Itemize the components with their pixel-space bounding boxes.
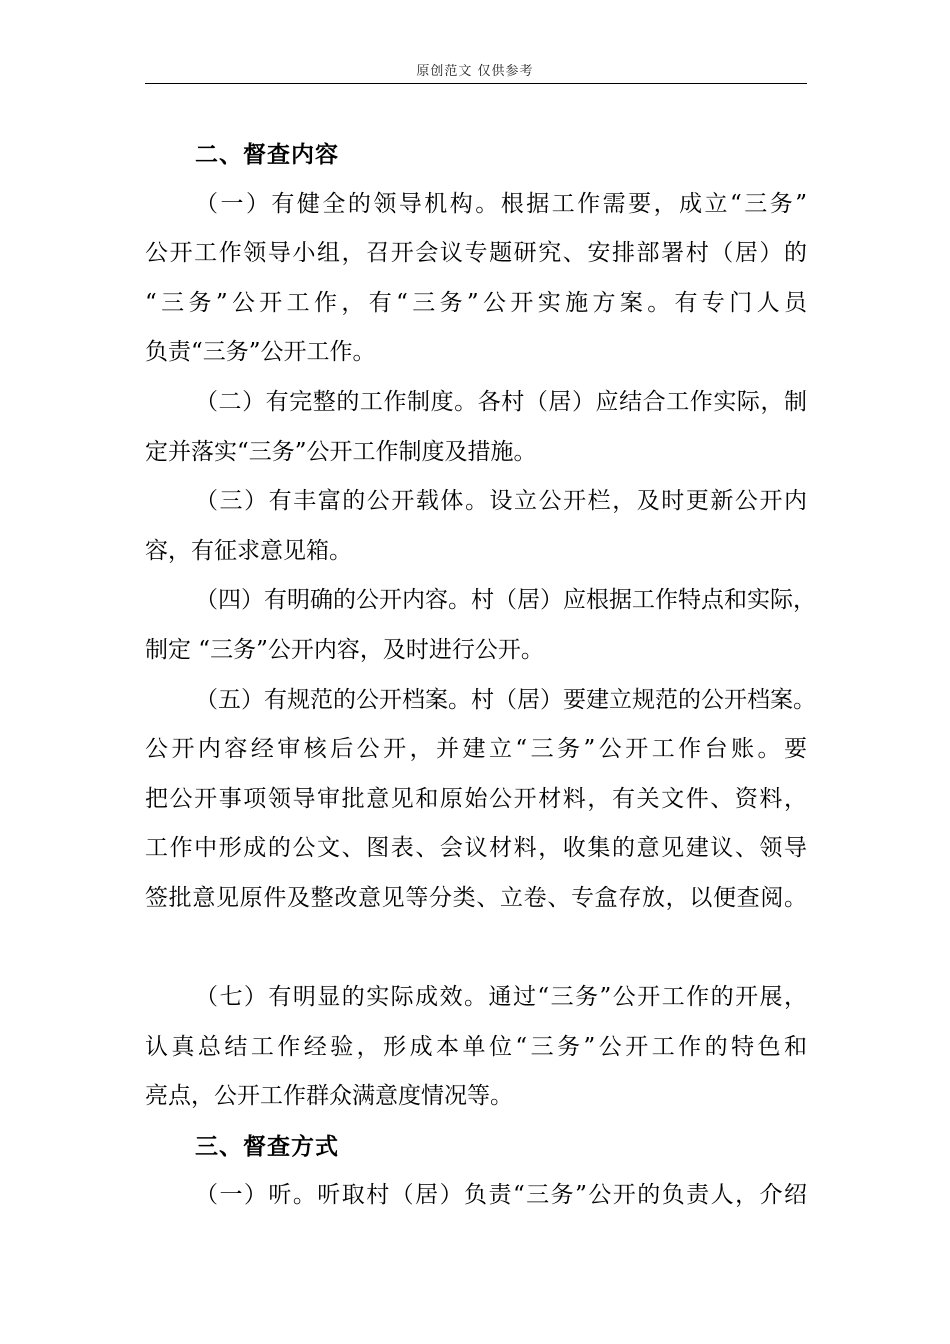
paragraph-line: （二）有完整的工作制度。各村（居）应结合工作实际，制 bbox=[195, 388, 807, 415]
paragraph-line: 把公开事项领导审批意见和原始公开材料，有关文件、资料， bbox=[145, 785, 807, 812]
paragraph-line: 签批意见原件及整改意见等分类、立卷、专盒存放，以便查阅。 bbox=[145, 884, 807, 911]
paragraph-line: 制定 “三务”公开内容，及时进行公开。 bbox=[145, 636, 544, 663]
paragraph-line: （一）听。听取村（居）负责“三务”公开的负责人，介绍 bbox=[195, 1182, 807, 1209]
paragraph-line: “三务”公开工作，有“三务”公开实施方案。有专门人员 bbox=[145, 289, 807, 316]
paragraph-line: 公开内容经审核后公开，并建立“三务”公开工作台账。要 bbox=[145, 736, 807, 763]
paragraph-line: （七）有明显的实际成效。通过“三务”公开工作的开展， bbox=[195, 984, 807, 1011]
paragraph-line: （一）有健全的领导机构。根据工作需要，成立“三务” bbox=[195, 190, 807, 217]
paragraph-line: （五）有规范的公开档案。村（居）要建立规范的公开档案。 bbox=[195, 686, 816, 713]
paragraph-line: （四）有明确的公开内容。村（居）应根据工作特点和实际， bbox=[195, 587, 816, 614]
paragraph-line: 定并落实“三务”公开工作制度及措施。 bbox=[145, 438, 537, 465]
paragraph-line: 负责“三务”公开工作。 bbox=[145, 339, 376, 366]
section-heading-inspection-method: 三、督查方式 bbox=[195, 1132, 339, 1160]
paragraph-line: 公开工作领导小组，召开会议专题研究、安排部署村（居）的 bbox=[145, 240, 807, 267]
paragraph-line: 工作中形成的公文、图表、会议材料，收集的意见建议、领导 bbox=[145, 835, 807, 862]
document-body bbox=[145, 130, 816, 1221]
header-divider bbox=[145, 83, 807, 84]
paragraph-line: 容，有征求意见箱。 bbox=[145, 537, 352, 564]
paragraph-line: 亮点，公开工作群众满意度情况等。 bbox=[145, 1083, 513, 1110]
blank-line bbox=[145, 924, 807, 974]
paragraph-line: （三）有丰富的公开载体。设立公开栏，及时更新公开内 bbox=[195, 488, 807, 515]
page-header: 原创范文 仅供参考 bbox=[416, 64, 534, 79]
paragraph-line: 认真总结工作经验，形成本单位“三务”公开工作的特色和 bbox=[145, 1033, 807, 1060]
section-heading-inspection-content: 二、督查内容 bbox=[195, 141, 339, 168]
